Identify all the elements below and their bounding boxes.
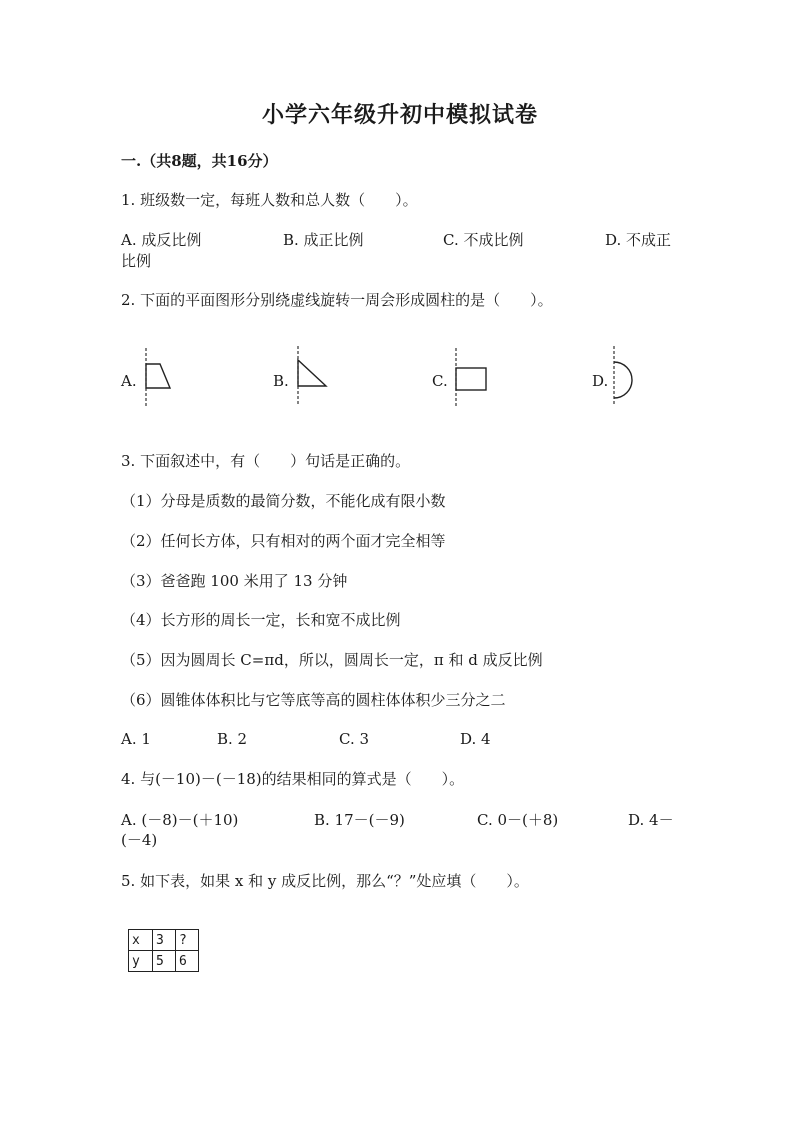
q3-statement-5: （5）因为圆周长 C=πd，所以，圆周长一定，π 和 d 成反比例 bbox=[121, 651, 543, 669]
table-cell: x bbox=[129, 930, 153, 951]
table-cell: ? bbox=[176, 930, 199, 951]
q1-option-b: B. 成正比例 bbox=[283, 231, 364, 249]
trapezoid-figure bbox=[138, 346, 178, 408]
table-row bbox=[129, 930, 199, 951]
semicircle-figure bbox=[605, 344, 645, 408]
q2-option-b: B. bbox=[273, 372, 289, 390]
question-3: 3. 下面叙述中，有（ ）句话是正确的。 bbox=[121, 452, 411, 470]
q1-option-d: D. 不成正 bbox=[605, 231, 672, 249]
question-4: 4. 与(－10)－(－18)的结果相同的算式是（ ）。 bbox=[121, 770, 465, 788]
q4-option-a: A. (－8)－(＋10) bbox=[121, 811, 239, 829]
table-row bbox=[129, 951, 199, 972]
section-heading: 一.（共8题，共16分） bbox=[121, 152, 278, 170]
table-cell: y bbox=[129, 951, 153, 972]
q1-option-c: C. 不成比例 bbox=[443, 231, 524, 249]
q2-option-a: A. bbox=[121, 372, 137, 390]
question-2: 2. 下面的平面图形分别绕虚线旋转一周会形成圆柱的是（ ）。 bbox=[121, 291, 553, 309]
triangle-figure bbox=[290, 344, 334, 408]
q3-option-b: B. 2 bbox=[217, 730, 248, 748]
rectangle-figure bbox=[449, 346, 493, 408]
q2-option-d: D. bbox=[592, 372, 609, 390]
q1-option-a: A. 成反比例 bbox=[121, 231, 202, 249]
q4-option-b: B. 17－(－9) bbox=[314, 811, 405, 829]
q3-statement-2: （2）任何长方体，只有相对的两个面才完全相等 bbox=[121, 532, 446, 550]
q3-option-d: D. 4 bbox=[460, 730, 491, 748]
question-5: 5. 如下表，如果 x 和 y 成反比例，那么“？”处应填（ ）。 bbox=[121, 872, 529, 890]
question-1: 1. 班级数一定，每班人数和总人数（ ）。 bbox=[121, 191, 418, 209]
q3-statement-1: （1）分母是质数的最简分数，不能化成有限小数 bbox=[121, 492, 446, 510]
page-title: 小学六年级升初中模拟试卷 bbox=[261, 102, 538, 128]
q3-option-a: A. 1 bbox=[121, 730, 151, 748]
q4-option-d: D. 4－ bbox=[628, 811, 674, 829]
q4-option-d-wrap: (－4) bbox=[121, 831, 158, 849]
q3-statement-4: （4）长方形的周长一定，长和宽不成比例 bbox=[121, 611, 401, 629]
xy-table bbox=[128, 929, 199, 972]
q2-option-c: C. bbox=[432, 372, 448, 390]
q3-statement-6: （6）圆锥体体积比与它等底等高的圆柱体体积少三分之二 bbox=[121, 691, 506, 709]
q1-option-d-wrap: 比例 bbox=[121, 252, 152, 270]
table-cell: 6 bbox=[176, 951, 199, 972]
q3-statement-3: （3）爸爸跑 100 米用了 13 分钟 bbox=[121, 572, 348, 590]
table-cell: 5 bbox=[153, 951, 176, 972]
table-cell: 3 bbox=[153, 930, 176, 951]
q3-option-c: C. 3 bbox=[339, 730, 370, 748]
q4-option-c: C. 0－(＋8) bbox=[477, 811, 559, 829]
